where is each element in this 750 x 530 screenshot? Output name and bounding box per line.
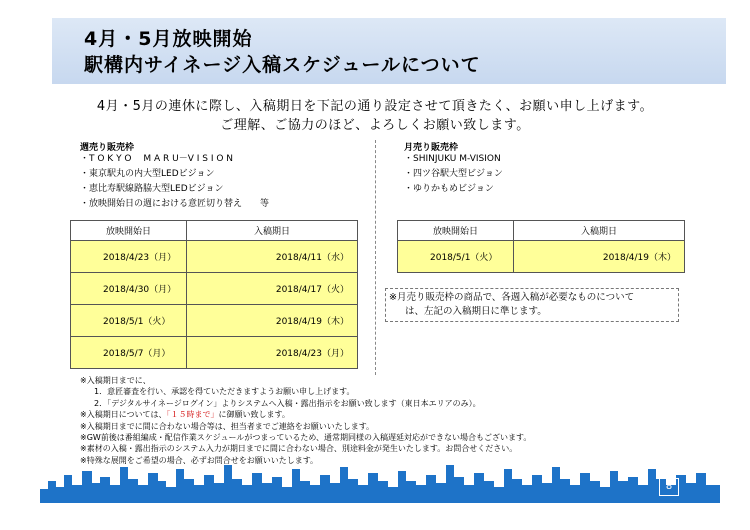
start-date-cell: 2018/5/1（火）	[398, 241, 514, 273]
table-row	[398, 241, 685, 273]
footnote-line: 1．意匠審査を行い、承認を得ていただきますようお願い申し上げます。	[94, 387, 355, 397]
start-date-cell: 2018/4/23（月）	[71, 241, 187, 273]
weekly-item: ・東京駅丸の内大型LEDビジョン	[80, 169, 215, 179]
city-skyline-graphic	[40, 455, 720, 503]
weekly-schedule-table	[70, 220, 358, 369]
table-row	[71, 273, 358, 305]
title-band	[52, 18, 726, 84]
monthly-heading: 月売り販売枠	[404, 143, 459, 153]
footnote-line: ※入稿期日までに、	[80, 376, 151, 385]
due-date-cell: 2018/4/19（木）	[187, 305, 358, 337]
weekly-item: ・放映開始日の週における意匠切り替え 等	[80, 199, 270, 209]
start-date-cell: 2018/4/30（月）	[71, 273, 187, 305]
footnote-line: ※GW前後は番組編成・配信作業スケジュールがつまっているため、通常期同様の入稿遅延対応ができない場合もございます。	[80, 433, 532, 443]
deadline-highlight: 「１５時まで」	[166, 410, 219, 420]
footnote-text: ※入稿期日については、	[80, 410, 167, 420]
footnote-line: ※特殊な展開をご希望の場合、必ずお問合せをお願いいたします。	[80, 455, 319, 465]
note-line1: ※月売り販売枠の商品で、各週入稿が必要なものについて	[389, 292, 635, 303]
header-start-date: 放映開始日	[398, 221, 514, 241]
due-date-cell: 2018/4/23（月）	[187, 337, 358, 369]
footnotes	[80, 375, 531, 466]
table-row	[71, 305, 358, 337]
due-date-cell: 2018/4/19（木）	[514, 241, 685, 273]
monthly-item: ・四ツ谷駅大型ビジョン	[404, 169, 503, 179]
start-date-cell: 2018/5/1（火）	[71, 305, 187, 337]
page-title-line1: 4月・5月放映開始	[84, 28, 253, 50]
footnote-line: 2．「デジタルサイネージログイン」よりシステムへ入稿・露出指示をお願い致します（東日本エリアのみ）。	[94, 398, 481, 408]
footnote-line: ※入稿期日までに間に合わない場合等は、担当者までご連絡をお願いいたします。	[80, 421, 375, 431]
footnote-line: ※素材の入稿・露出指示のシステム入力が期日までに間に合わない場合、別途料金が発生いたします。お問合せください。	[80, 444, 518, 454]
header-due-date: 入稿期日	[514, 221, 685, 241]
monthly-item: ・ゆりかもめビジョン	[404, 184, 494, 194]
table-header-row	[71, 221, 358, 241]
header-due-date: 入稿期日	[187, 221, 358, 241]
section-divider	[375, 140, 376, 375]
header-start-date: 放映開始日	[71, 221, 187, 241]
note-line2: は、左記の入稿期日に準じます。	[405, 306, 547, 317]
page-number: 8	[659, 478, 679, 496]
weekly-item: ・T O K Y O M A R U－V I S I O N	[80, 154, 234, 164]
footnote-line	[80, 409, 531, 420]
monthly-schedule-table	[397, 220, 685, 273]
footnote-text: に御願い致します。	[218, 410, 290, 420]
monthly-note-box	[385, 288, 679, 322]
table-row	[71, 241, 358, 273]
start-date-cell: 2018/5/7（月）	[71, 337, 187, 369]
due-date-cell: 2018/4/17（火）	[187, 273, 358, 305]
table-header-row	[398, 221, 685, 241]
due-date-cell: 2018/4/11（水）	[187, 241, 358, 273]
monthly-item: ・SHINJUKU M-VISION	[404, 154, 501, 164]
intro-line1: 4月・5月の連休に際し、入稿期日を下記の通り設定させて頂きたく、お願い申し上げます。	[96, 99, 654, 114]
table-row	[71, 337, 358, 369]
intro-line2: ご理解、ご協力のほど、よろしくお願い致します。	[220, 118, 530, 133]
weekly-heading: 週売り販売枠	[80, 143, 135, 153]
weekly-item: ・恵比寿駅線路脇大型LEDビジョン	[80, 184, 224, 194]
page-title-line2: 駅構内サイネージ入稿スケジュールについて	[84, 54, 481, 76]
